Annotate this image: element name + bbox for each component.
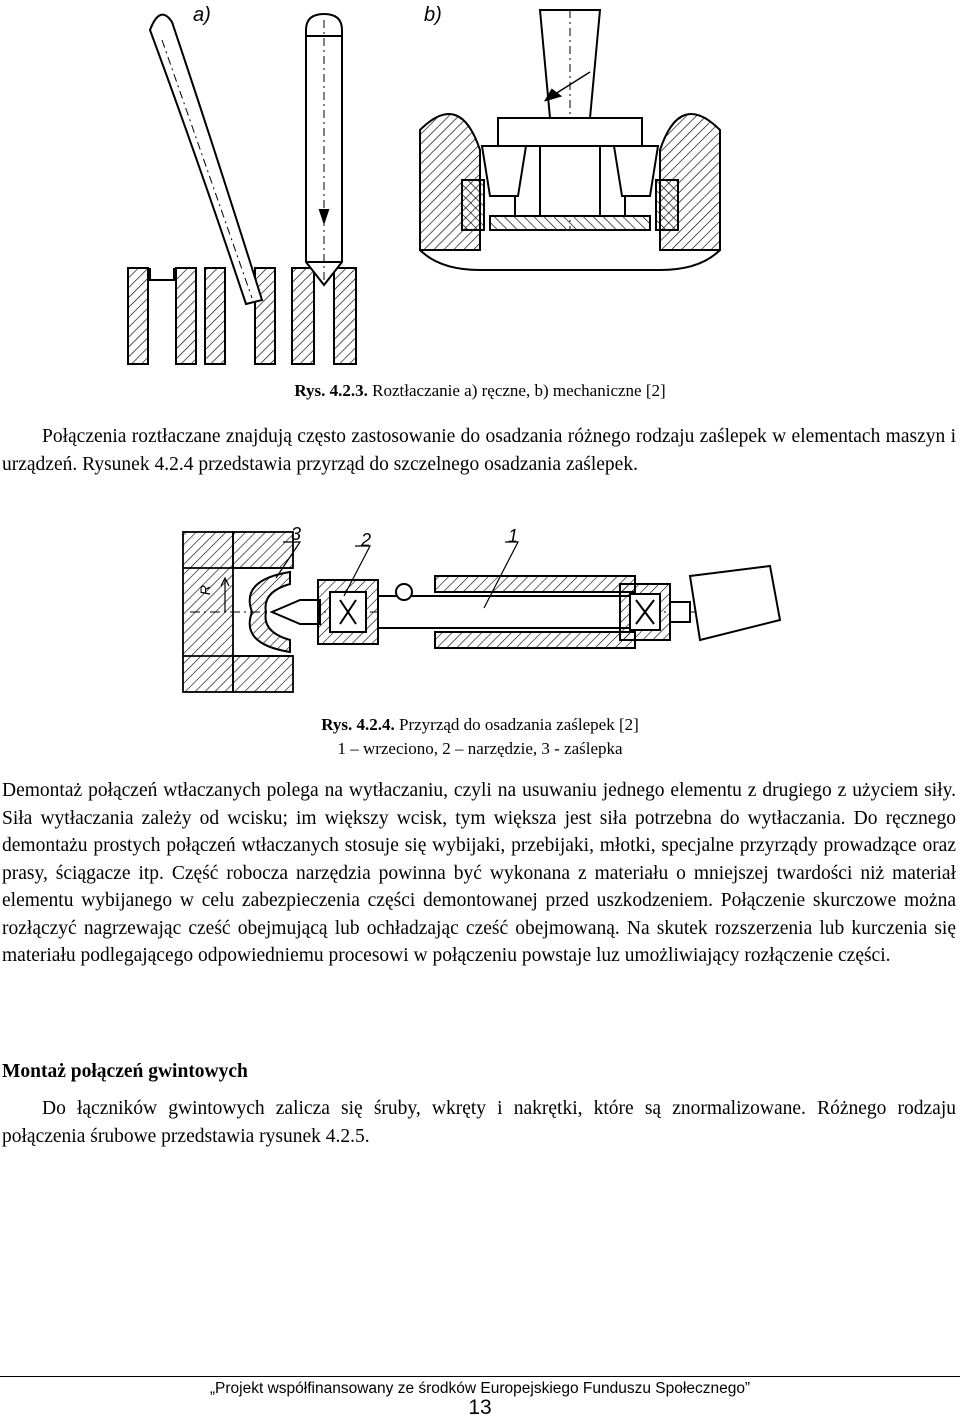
mandrel [306,14,342,285]
paragraph-3-text: Do łączników gwintowych zalicza się śruby, wkręty i nakrętki, które są znormalizowane. Różnego rodzaju połączenia śrubowe przedstawia rysunek 4.2.5. [2,1098,956,1147]
tool-tip [272,600,320,624]
paragraph-3 [2,1095,956,1150]
page-number: 13 [468,1396,492,1419]
label-b: b) [424,4,442,26]
spindle-housing [318,566,780,648]
callout-3: 3 [291,524,302,544]
label-r: R [197,584,214,596]
footer-rule [0,1376,960,1377]
caption2-number: Rys. 4.2.4. [321,715,395,734]
caption-number: Rys. 4.2.3. [294,381,368,400]
hand-tool [150,15,262,304]
caption2-text: Przyrząd do osadzania zaślepek [2] [394,715,639,734]
section-heading: Montaż połączeń gwintowych [2,1061,248,1082]
callout-2: 2 [361,530,372,550]
figure-4-2-4 [0,520,960,700]
footer-project-text: „Projekt współfinansowany ze środków Europejskiego Funduszu Społecznego” [209,1380,751,1397]
figure-4-2-4-drawing [0,520,960,700]
paragraph-1 [2,423,956,478]
caption-text: Roztłaczanie a) ręczne, b) mechaniczne [2] [367,381,666,400]
tube-plain [128,268,196,364]
figure-4-2-3 [0,0,960,380]
figure-4-2-3-drawing [0,0,960,380]
label-a: a) [193,4,211,26]
paragraph-1-text: Połączenia roztłaczane znajdują często zastosowanie do osadzania różnego rodzaju zaślepek w elementach maszyn i urządzeń. Rysunek 4.2.4 przedstawia przyrząd do szczelnego osadzania zaślepek. [2,426,956,475]
figure-4-2-4-legend: 1 – wrzeciono, 2 – narzędzie, 3 - zaślepka [337,739,623,758]
figure-4-2-3-caption [0,380,960,402]
callout-1: 1 [508,526,519,546]
paragraph-2: Demontaż połączeń wtłaczanych polega na wytłaczaniu, czyli na usuwaniu jednego elementu z drugiego z użyciem siły. Siła wytłaczania zależy od wcisku; im większy wcisk, tym większa jest siła potrzebna do wytłaczania. Do ręcznego demontażu prostych połączeń wtłaczanych stosuje się wybijaki, przebijaki, młotki, specjalne przyrządy prowadzące oraz prasy, ściągacze itp. Część robocza narzędzia powinna być wykonana z materiału o mniejszej twardości niż materiał elementu wybijanego w celu zabezpieczenia części demontowanej przed uszkodzeniem. Połączenie skurczowe można rozłączyć nagrzewając cześć obejmującą lub ochładzając cześć obejmowaną. Na skutek rozszerzenia lub kurczenia się materiału podlegającego odpowiedniemu procesowi w połączeniu powstaje luz umożliwiający rozłączenie części. [2,780,956,966]
figure-4-2-4-caption [0,714,960,736]
expander-machine [420,10,720,270]
